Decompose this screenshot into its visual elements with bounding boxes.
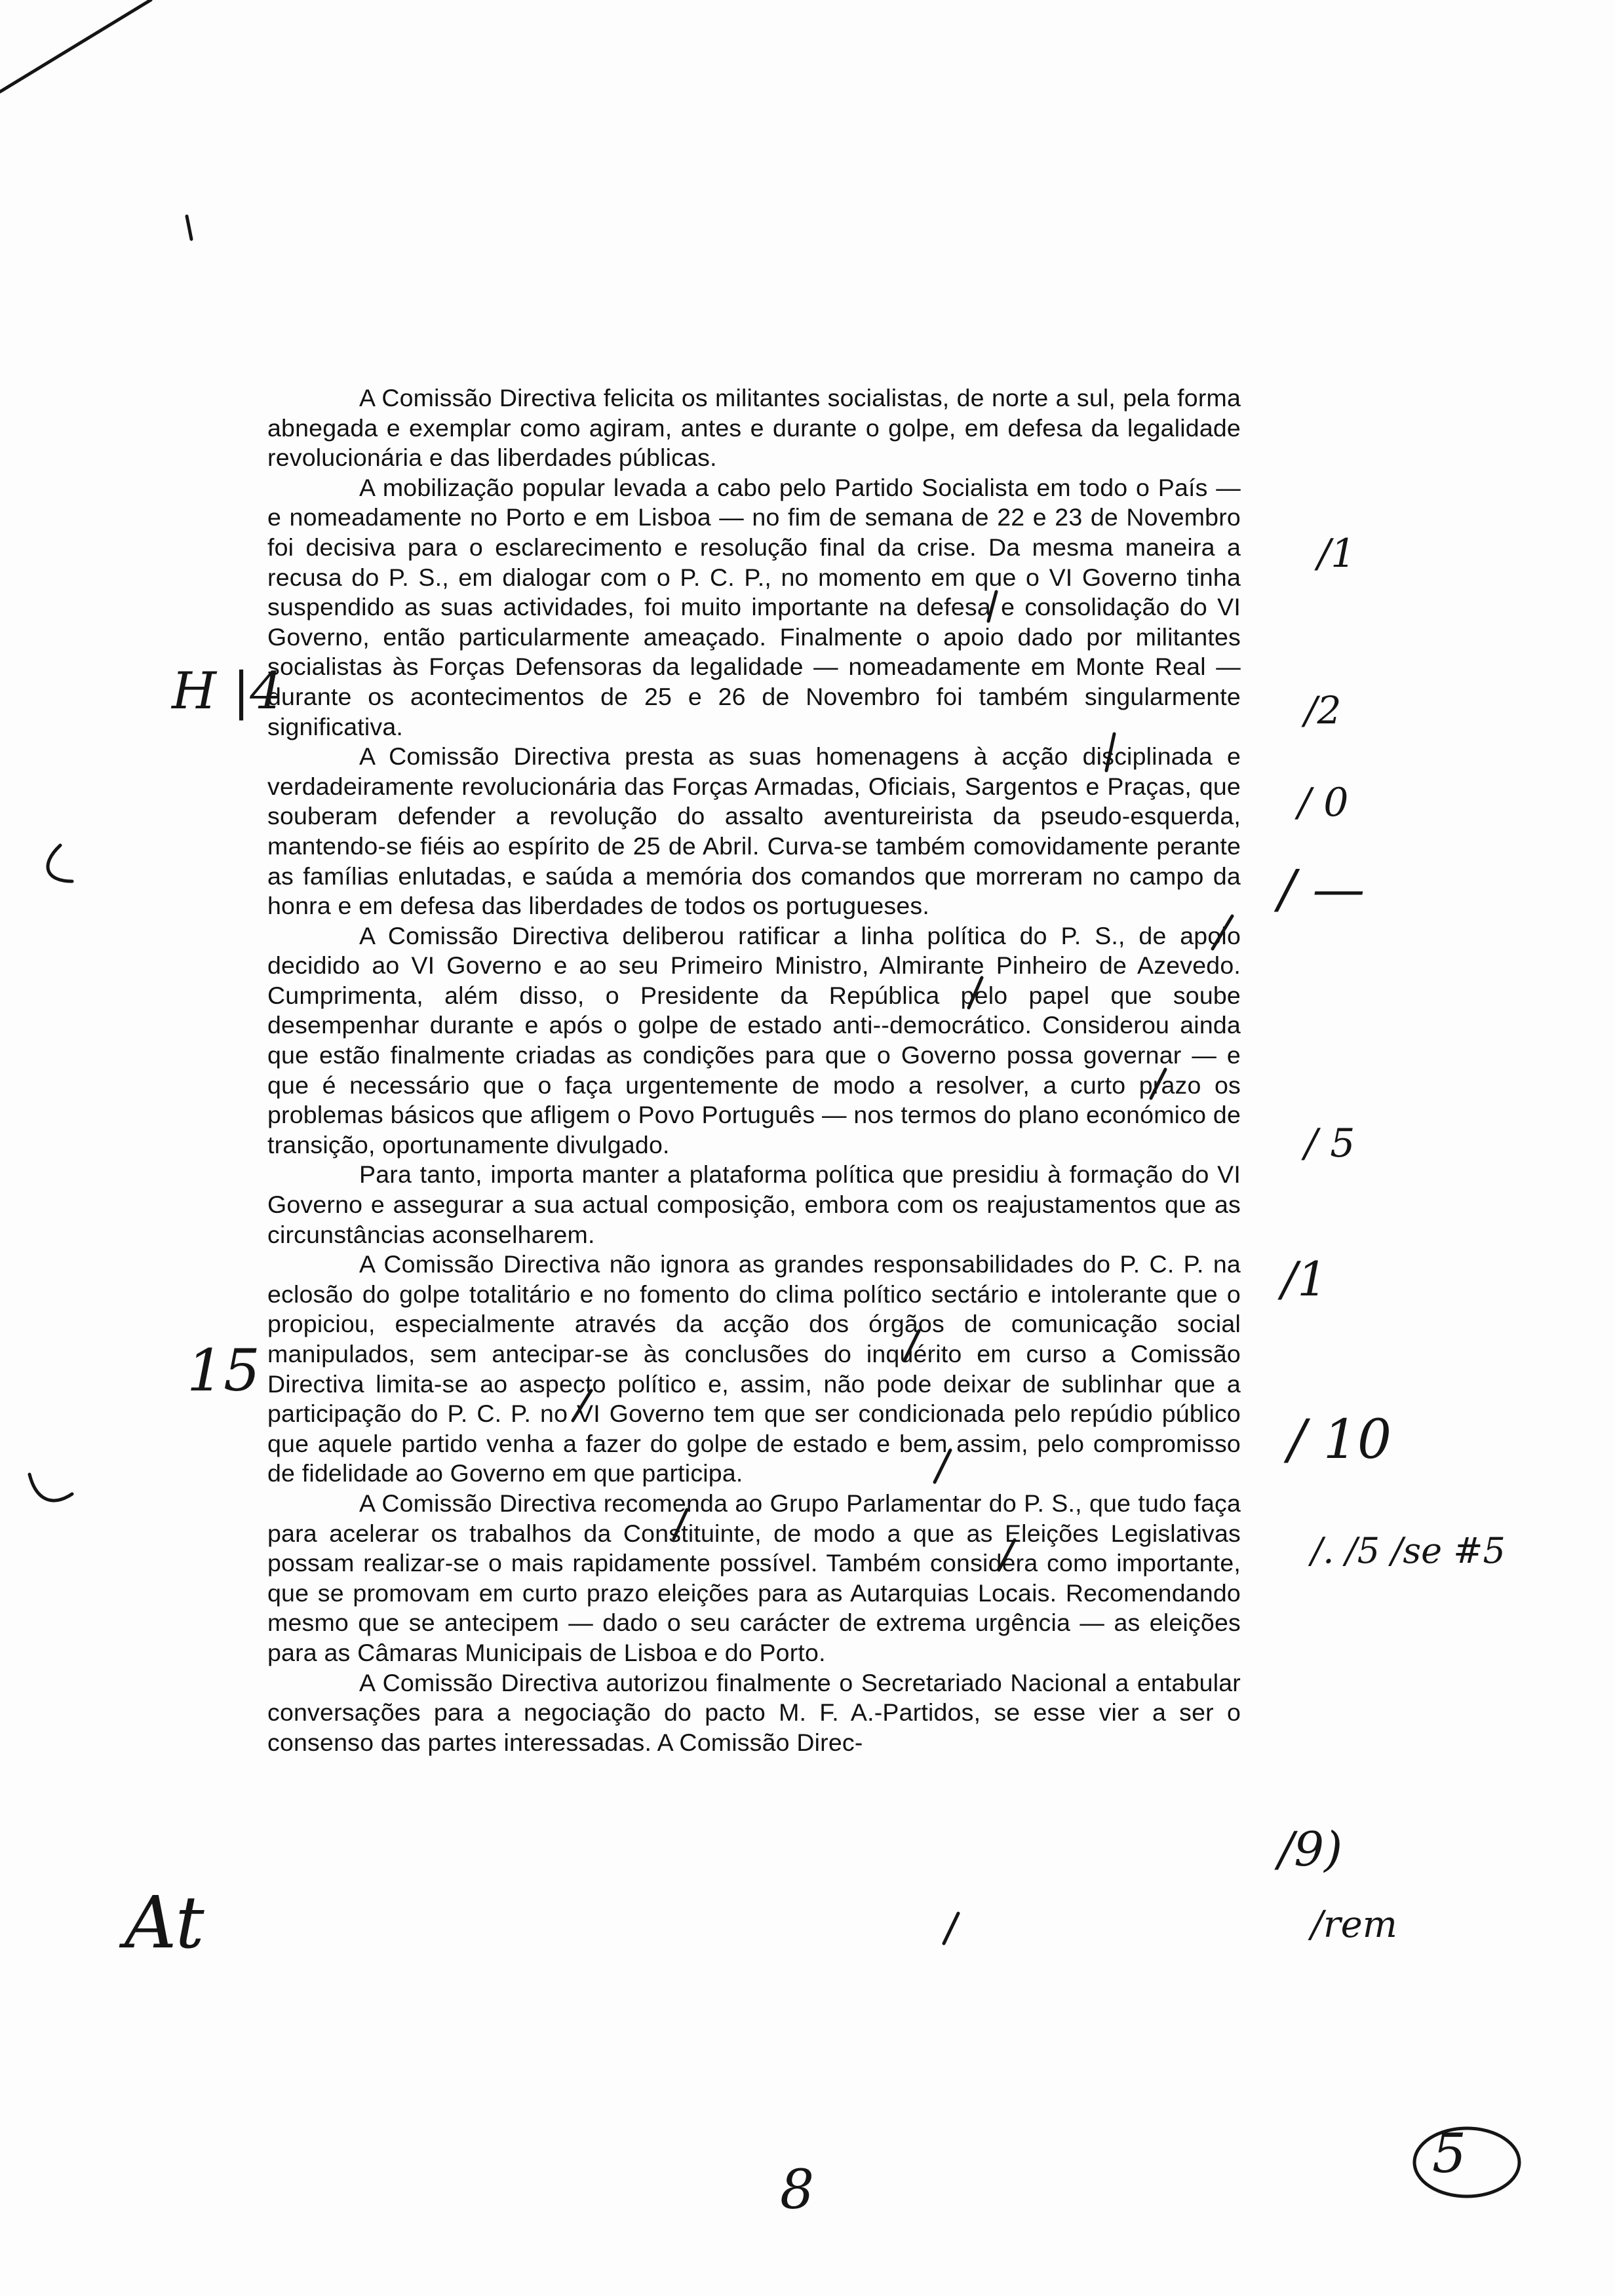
paragraph: A Comissão Directiva recomenda ao Grupo Parlamentar do P. S., que tudo faça para acelerar os trabalhos da Constituinte, de modo a que as Eleições Legislativas possam realizar-se o mais rapidamente possível. Também considera como importante, que se promovam em curto prazo eleições para as Autarquias Locais. Recomendando mesmo que se antecipem — dado o seu carácter de extrema urgência — as eleições para as Câmaras Municipais de Lisboa e do Porto. bbox=[267, 1489, 1241, 1666]
right-margin-note: /1 bbox=[1281, 1252, 1328, 1307]
paragraph: A Comissão Directiva deliberou ratificar a linha política do P. S., de apoio decidido ao VI Governo e ao seu Primeiro Ministro, Almirante Pinheiro de Azevedo. Cumprimenta, além disso, o Presidente da República pelo papel que soube desempenhar durante e após o golpe de estado anti--democrático. Considerou ainda que estão finalmente criadas as condições para que o Governo possa governar — e que é necessário que o faça urgentemente de modo a resolver, a curto prazo os problemas básicos que afligem o Povo Português — nos termos do plano económico de transição, oportunamente divulgado. bbox=[267, 921, 1241, 1158]
right-margin-note: /2 bbox=[1304, 688, 1342, 733]
left-margin-note: H |4 bbox=[172, 662, 282, 721]
left-margin-note: At bbox=[125, 1881, 204, 1964]
paragraph: A mobilização popular levada a cabo pelo Partido Socialista em todo o País — e nomeadamente no Porto e em Lisboa — no fim de semana de 22 e 23 de Novembro foi decisiva para o esclarecimento e resolução final da crise. Da mesma maneira a recusa do P. S., em dialogar com o P. C. P., no momento em que o VI Governo tinha suspendido as suas actividades, foi muito importante na defesa e consolidação do VI Governo, então particularmente ameaçado. Finalmente o apoio dado por militantes socialistas às Forças Defensoras da legalidade — nomeadamente em Monte Real — durante os acontecimentos de 25 e 26 de Novembro foi também singularmente significativa. bbox=[267, 473, 1241, 740]
right-margin-note: /1 bbox=[1317, 531, 1356, 577]
right-margin-note: /9) bbox=[1278, 1822, 1343, 1877]
right-margin-note: / 0 bbox=[1298, 780, 1349, 826]
paragraph: A Comissão Directiva não ignora as grandes responsabilidades do P. C. P. na eclosão do golpe totalitário e no fomento do clima político sectário e intolerante que o propiciou, especialmente através da acção dos órgãos de comunicação social manipulados, sem antecipar-se às conclusões do inquérito em curso a Comissão Directiva limita-se ao aspecto político e, assim, não pode deixar de sublinhar que a participação do P. C. P. no VI Governo tem que ser condicionada pelo repúdio público que aquele partido venha a fazer do golpe de estado e bem assim, pelo compromisso de fidelidade ao Governo em que participa. bbox=[267, 1250, 1241, 1487]
right-margin-note: /. /5 /se #5 bbox=[1311, 1530, 1506, 1571]
left-margin-note: 15 bbox=[187, 1337, 260, 1404]
paragraph: Para tanto, importa manter a plataforma política que presidiu à formação do VI Governo e assegurar a sua actual composição, embora com os reajustamentos que as circunstâncias aconselharem. bbox=[267, 1160, 1241, 1248]
right-margin-note: / — bbox=[1278, 858, 1365, 919]
paragraph: A Comissão Directiva autorizou finalmente o Secretariado Nacional a entabular conversações para a negociação do pacto M. F. A.-Partidos, se esse vier a ser o consenso das partes interessadas. A Comissão Direc- bbox=[267, 1668, 1241, 1756]
right-margin-note: /rem bbox=[1311, 1904, 1397, 1946]
page-number: 8 bbox=[780, 2159, 815, 2221]
paragraph: A Comissão Directiva presta as suas homenagens à acção disciplinada e verdadeiramente revolucionária das Forças Armadas, Oficiais, Sargentos e Praças, que souberam defender a revolução do assalto aventureirista da pseudo-esquerda, mantendo-se fiéis ao espírito de 25 de Abril. Curva-se também comovidamente perante as famílias enlutadas, e saúda a memória dos comandos que morreram no campo da honra e em defesa das liberdades de todos os portugueses. bbox=[267, 742, 1241, 920]
right-margin-note: / 5 bbox=[1304, 1120, 1355, 1166]
paragraph: A Comissão Directiva felicita os militantes socialistas, de norte a sul, pela forma abnegada e exemplar como agiram, antes e durante o golpe, em defesa da legalidade revolucionária e das liberdades públicas. bbox=[267, 384, 1241, 472]
right-margin-note: / 10 bbox=[1288, 1409, 1392, 1471]
circled-page-number: 5 bbox=[1432, 2123, 1467, 2185]
